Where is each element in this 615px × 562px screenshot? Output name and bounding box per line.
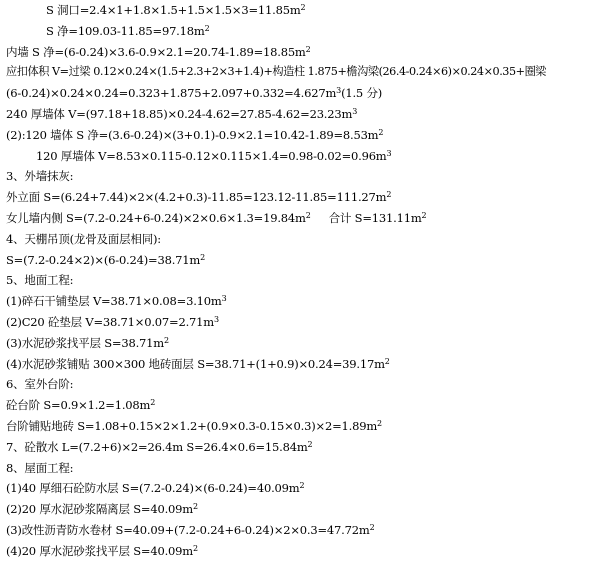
line-text: 7、砼散水 L=(7.2+6)×2=26.4m S=26.4×0.6=15.84m bbox=[6, 439, 308, 454]
line-text: (3)改性沥青防水卷材 S=40.09+(7.2-0.24+6-0.24)×2×0.3=47.72m bbox=[6, 522, 370, 537]
line-text: (1)碎石干铺垫层 V=38.71×0.08=3.10m bbox=[6, 294, 222, 309]
text-line bbox=[0, 437, 615, 458]
line-text: 外立面 S=(6.24+7.44)×2×(4.2+0.3)-11.85=123.12-11.85=111.27m bbox=[6, 190, 387, 205]
text-line bbox=[0, 0, 615, 21]
line-text: 女儿墙内侧 S=(7.2-0.24+6-0.24)×2×0.6×1.3=19.84m bbox=[6, 210, 306, 225]
line-text: (4)水泥砂浆铺贴 300×300 地砖面层 S=38.71+(1+0.9)×0.24=39.17m bbox=[6, 356, 385, 371]
unit-exponent: 2 bbox=[150, 398, 156, 408]
line-text: (6-0.24)×0.24×0.24=0.323+1.875+2.097+0.332=4.627m bbox=[6, 86, 337, 101]
text-line bbox=[0, 62, 615, 83]
line-text: 应扣体积 V=过梁 0.12×0.24×(1.5+2.3+2×3+1.4)+构造柱 1.875+檐沟梁(26.4-0.24×6)×0.24×0.35+圈梁 bbox=[6, 65, 547, 79]
total-text: 合计 S=131.11m bbox=[328, 210, 422, 225]
line-text: S 洞口=2.4×1+1.8×1.5+1.5×1.5×3=11.85m bbox=[46, 3, 301, 17]
text-line bbox=[0, 520, 615, 541]
score-note: (1.5 分) bbox=[341, 86, 383, 101]
unit-exponent: 2 bbox=[204, 23, 210, 33]
unit-exponent: 3 bbox=[213, 314, 219, 324]
text-line bbox=[0, 146, 615, 167]
unit-exponent: 2 bbox=[377, 418, 382, 428]
text-line bbox=[0, 270, 615, 291]
line-text: 内墙 S 净=(6-0.24)×3.6-0.9×2.1=20.74-1.89=18.85m bbox=[6, 44, 306, 59]
text-line bbox=[0, 42, 615, 63]
text-line bbox=[0, 125, 615, 146]
text-line bbox=[0, 21, 615, 42]
line-text: (2)20 厚水泥砂浆隔离层 S=40.09m bbox=[6, 502, 193, 517]
text-line bbox=[0, 208, 615, 229]
line-text: S=(7.2-0.24×2)×(6-0.24)=38.71m bbox=[6, 252, 201, 267]
unit-exponent: 2 bbox=[200, 252, 205, 262]
unit-exponent: 2 bbox=[384, 356, 390, 366]
line-text: (1)40 厚细石砼防水层 S=(7.2-0.24)×(6-0.24)=40.09m bbox=[6, 481, 300, 496]
unit-exponent: 2 bbox=[299, 481, 305, 491]
text-line bbox=[0, 104, 615, 125]
text-line bbox=[0, 541, 615, 562]
unit-exponent: 2 bbox=[192, 502, 198, 512]
line-text: (4)20 厚水泥砂浆找平层 S=40.09m bbox=[6, 543, 193, 558]
text-line bbox=[0, 229, 615, 250]
text-line bbox=[0, 187, 615, 208]
line-text: 4、天棚吊顶(龙骨及面层相同): bbox=[6, 231, 161, 246]
text-line bbox=[0, 83, 615, 104]
line-text: 120 厚墙体 V=8.53×0.115-0.12×0.115×1.4=0.98-0.02=0.96m bbox=[36, 148, 387, 163]
unit-exponent: 3 bbox=[336, 86, 342, 96]
text-line bbox=[0, 478, 615, 499]
unit-exponent: 2 bbox=[305, 210, 311, 220]
text-line bbox=[0, 166, 615, 187]
unit-exponent: 2 bbox=[164, 335, 169, 345]
text-line bbox=[0, 333, 615, 354]
text-line bbox=[0, 374, 615, 395]
text-line bbox=[0, 312, 615, 333]
unit-exponent: 2 bbox=[300, 3, 306, 12]
text-line bbox=[0, 291, 615, 312]
line-text: (3)水泥砂浆找平层 S=38.71m bbox=[6, 335, 164, 350]
unit-exponent: 2 bbox=[307, 439, 313, 449]
text-line bbox=[0, 395, 615, 416]
unit-exponent: 2 bbox=[421, 210, 427, 220]
line-text: 砼台阶 S=0.9×1.2=1.08m bbox=[6, 398, 151, 413]
line-text: (2)C20 砼垫层 V=38.71×0.07=2.71m bbox=[6, 314, 214, 329]
line-text: 240 厚墙体 V=(97.18+18.85)×0.24-4.62=27.85-4.62=23.23m bbox=[6, 106, 353, 121]
unit-exponent: 2 bbox=[369, 522, 375, 532]
unit-exponent: 2 bbox=[378, 127, 384, 137]
text-line bbox=[0, 458, 615, 479]
line-text: S 净=109.03-11.85=97.18m bbox=[46, 23, 205, 38]
unit-exponent: 3 bbox=[386, 148, 392, 158]
unit-exponent: 3 bbox=[221, 294, 227, 304]
text-line bbox=[0, 354, 615, 375]
line-text: 3、外墙抹灰: bbox=[6, 169, 74, 184]
unit-exponent: 2 bbox=[305, 44, 311, 54]
unit-exponent: 2 bbox=[192, 543, 198, 553]
unit-exponent: 2 bbox=[386, 190, 392, 200]
line-text: (2):120 墙体 S 净=(3.6-0.24)×(3+0.1)-0.9×2.1=10.42-1.89=8.53m bbox=[6, 127, 379, 142]
line-text: 6、室外台阶: bbox=[6, 377, 74, 392]
line-text: 8、屋面工程: bbox=[6, 460, 74, 475]
text-line bbox=[0, 250, 615, 271]
line-text: 台阶铺贴地砖 S=1.08+0.15×2×1.2+(0.9×0.3-0.15×0.3)×2=1.89m bbox=[6, 418, 378, 433]
line-text: 5、地面工程: bbox=[6, 273, 74, 288]
unit-exponent: 3 bbox=[352, 106, 358, 116]
text-line bbox=[0, 416, 615, 437]
